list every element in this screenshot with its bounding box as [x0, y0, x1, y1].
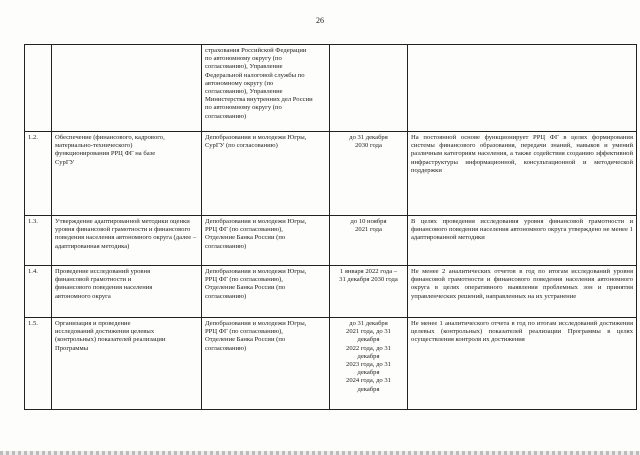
row-number-cell — [25, 45, 52, 132]
table-row — [25, 216, 637, 266]
result-cell — [408, 45, 637, 132]
responsible-cell: страхования Российской Федерации по автономному округу (по согласованию), Управление Федеральной налоговой службы по автономному округу (по согласованию), Управление Министерства внутренних дел России по автономному округу (по согласованию) — [202, 45, 330, 132]
row-number-cell: 1.3. — [25, 216, 52, 266]
table-row-continuation — [25, 45, 637, 132]
scan-edge — [0, 451, 640, 455]
deadline-cell — [330, 45, 408, 132]
row-number-cell: 1.2. — [25, 132, 52, 216]
result-cell: На постоянной основе функционирует РРЦ ФГ в целях формирования системы финансового образования, передачи знаний, навыков и умений различным категориям населения, а также содействия созданию эффективной инфраструктуры информационной, консультационной и методической поддержки — [408, 132, 637, 216]
activity-cell: Проведение исследований уровня финансовой грамотности и финансового поведения населения автономного округа — [52, 266, 202, 318]
deadline-cell: 1 января 2022 года – 31 декабря 2030 года — [330, 266, 408, 318]
activity-cell — [52, 45, 202, 132]
page-number: 26 — [316, 16, 324, 25]
activity-cell: Организация и проведение исследований достижения целевых (контрольных) показателей реализации Программы — [52, 318, 202, 410]
table-row — [25, 266, 637, 318]
deadline-cell: до 31 декабря 2021 года, до 31 декабря 2022 года, до 31 декабря 2023 года, до 31 декабря 2024 года, до 31 декабря — [330, 318, 408, 410]
table-row — [25, 318, 637, 410]
activity-table — [24, 44, 637, 410]
responsible-cell: Депобразования и молодежи Югры, СурГУ (по согласованию) — [202, 132, 330, 216]
result-cell: Не менее 1 аналитического отчета в год по итогам исследований достижения целевых (контрольных) показателей реализации Программы в целях осуществления контроля их достижения — [408, 318, 637, 410]
deadline-cell: до 31 декабря 2030 года — [330, 132, 408, 216]
row-number-cell: 1.5. — [25, 318, 52, 410]
responsible-cell: Депобразования и молодежи Югры, РРЦ ФГ (по согласованию), Отделение Банка России (по согласованию) — [202, 266, 330, 318]
row-number-cell: 1.4. — [25, 266, 52, 318]
deadline-cell: до 10 ноября 2021 года — [330, 216, 408, 266]
responsible-cell: Депобразования и молодежи Югры, РРЦ ФГ (по согласованию), Отделение Банка России (по согласованию) — [202, 216, 330, 266]
table-row — [25, 132, 637, 216]
activity-cell: Утверждение адаптированной методики оценки уровня финансовой грамотности и финансового поведения населения автономного округа (далее – адаптированная методика) — [52, 216, 202, 266]
responsible-cell: Депобразования и молодежи Югры, РРЦ ФГ (по согласованию), Отделение Банка России (по согласованию) — [202, 318, 330, 410]
result-cell: Не менее 2 аналитических отчетов в год по итогам исследований уровня финансовой грамотности и финансового поведения населения автономного округа в целях оперативного выявления проблемных зон и принятия управленческих решений, направленных на их устранение — [408, 266, 637, 318]
result-cell: В целях проведения исследования уровня финансовой грамотности и финансового поведения населения автономного округа утверждено не менее 1 адаптированной методики — [408, 216, 637, 266]
activity-cell: Обеспечение (финансового, кадрового, материально-технического) функционирования РРЦ ФГ на базе СурГУ — [52, 132, 202, 216]
